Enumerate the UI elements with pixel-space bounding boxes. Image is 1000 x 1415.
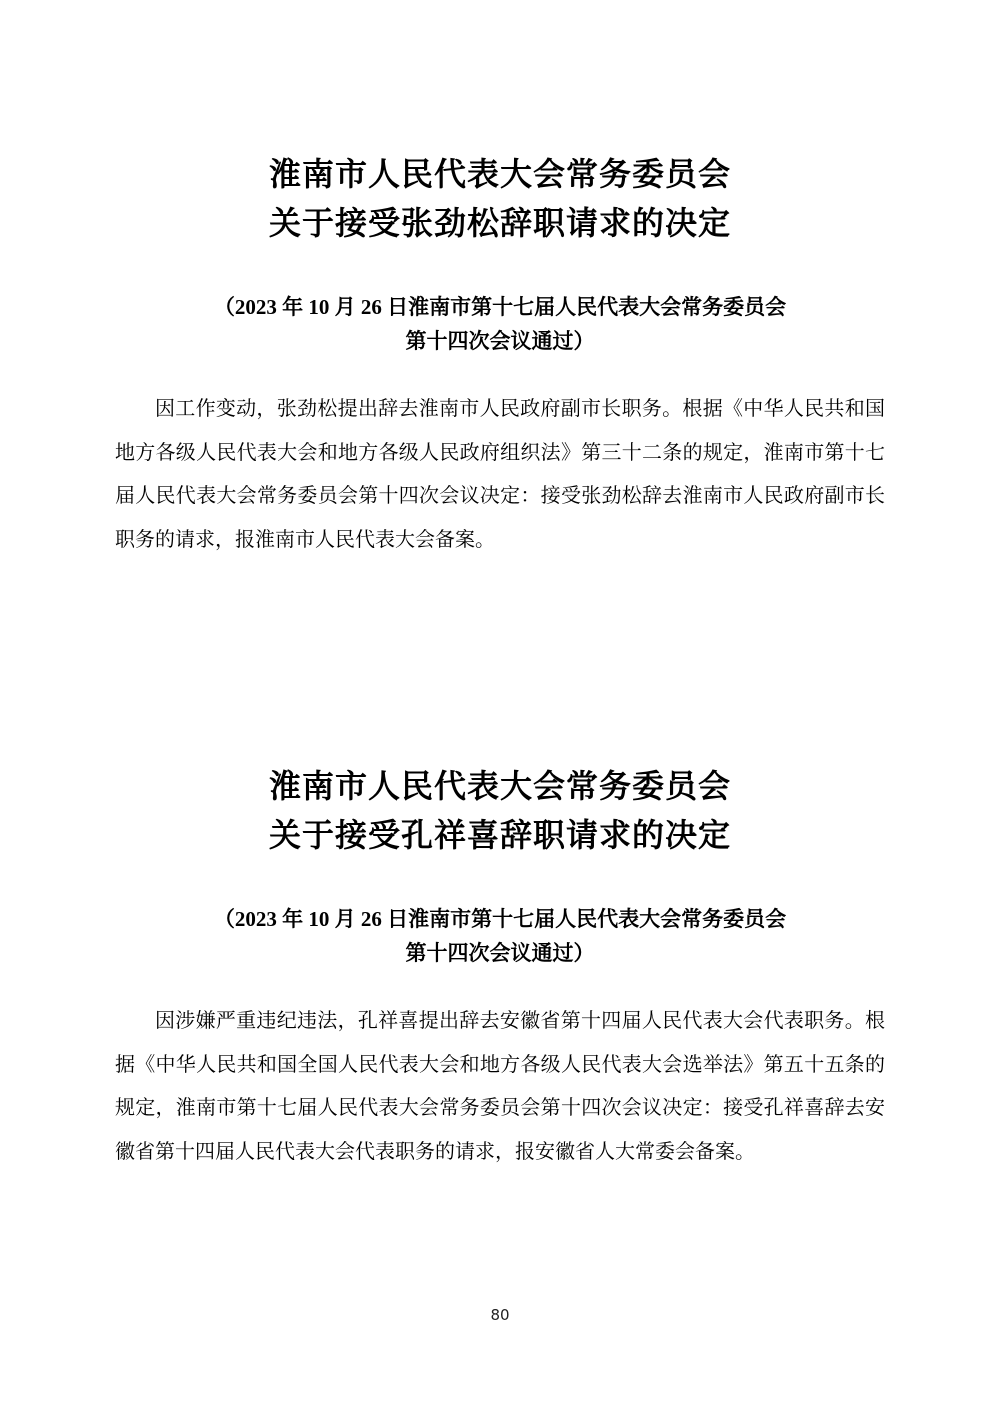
decision-body	[115, 1000, 885, 1174]
decision-subtitle-line1: （2023 年 10 月 26 日淮南市第十七届人民代表大会常务委员会	[213, 907, 787, 931]
decision-body	[115, 388, 885, 562]
decision-title	[115, 150, 885, 248]
decision-section-zhangjinsong	[115, 150, 885, 562]
decision-paragraph: 因涉嫌严重违纪违法，孔祥喜提出辞去安徽省第十四届人民代表大会代表职务。根据《中华人民共和国全国人民代表大会和地方各级人民代表大会选举法》第五十五条的规定，淮南市第十七届人民代表大会常务委员会第十四次会议决定：接受孔祥喜辞去安徽省第十四届人民代表大会代表职务的请求，报安徽省人大常委会备案。	[115, 1010, 885, 1163]
decision-paragraph: 因工作变动，张劲松提出辞去淮南市人民政府副市长职务。根据《中华人民共和国地方各级人民代表大会和地方各级人民政府组织法》第三十二条的规定，淮南市第十七届人民代表大会常务委员会第十四次会议决定：接受张劲松辞去淮南市人民政府副市长职务的请求，报淮南市人民代表大会备案。	[115, 398, 885, 551]
page-content	[115, 150, 885, 1174]
decision-title-line1: 淮南市人民代表大会常务委员会	[268, 768, 731, 804]
decision-title-line2: 关于接受孔祥喜辞职请求的决定	[268, 817, 731, 853]
decision-subtitle	[115, 290, 885, 358]
decision-subtitle-line1: （2023 年 10 月 26 日淮南市第十七届人民代表大会常务委员会	[213, 295, 787, 319]
decision-subtitle-line2: 第十四次会议通过）	[405, 329, 595, 353]
decision-title	[115, 762, 885, 860]
decision-subtitle-line2: 第十四次会议通过）	[405, 941, 595, 965]
decision-title-line2: 关于接受张劲松辞职请求的决定	[268, 205, 731, 241]
decision-title-line1: 淮南市人民代表大会常务委员会	[268, 156, 731, 192]
decision-subtitle	[115, 902, 885, 970]
page-number: 80	[490, 1306, 510, 1324]
decision-section-kongxiangxi	[115, 762, 885, 1174]
